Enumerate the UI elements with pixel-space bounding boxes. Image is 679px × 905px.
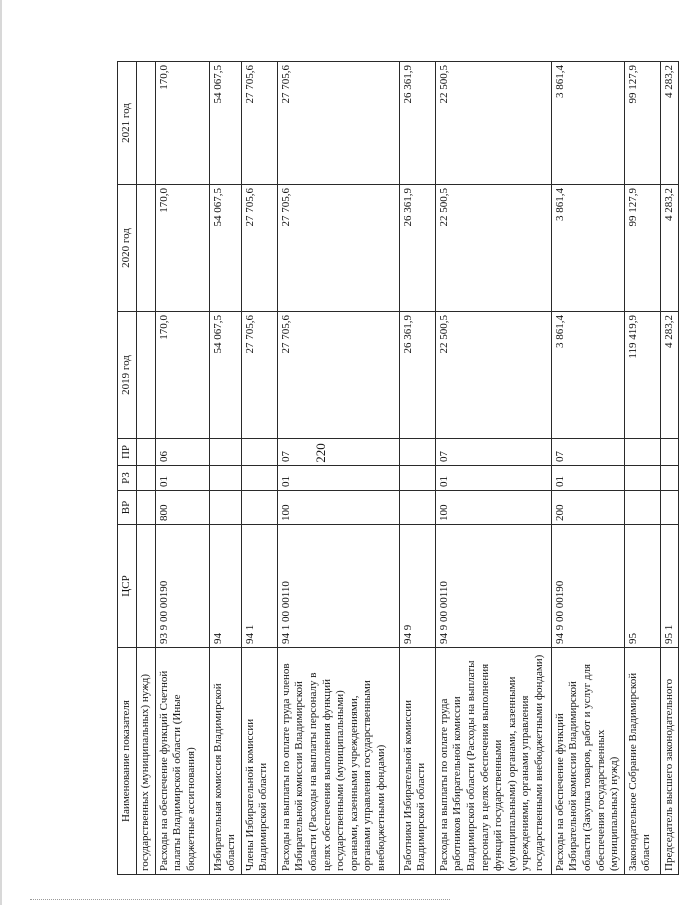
cell-2021 xyxy=(137,62,156,185)
cell-2021: 22 500,5 xyxy=(435,62,551,185)
cell-name: Законодательное Собрание Владимирской области xyxy=(624,648,660,875)
cell-2019: 3 861,4 xyxy=(551,312,624,439)
cell-pr xyxy=(209,439,241,466)
cell-rz xyxy=(660,466,679,491)
cell-rz: 01 xyxy=(277,466,399,491)
budget-table xyxy=(117,61,679,875)
cell-2021: 27 705,6 xyxy=(241,62,277,185)
header-pr: ПР xyxy=(118,439,137,466)
table-row xyxy=(660,62,679,875)
cell-csr: 94 9 00 00110 xyxy=(435,525,551,648)
cell-vr xyxy=(660,491,679,525)
cell-rz xyxy=(241,466,277,491)
cell-csr xyxy=(137,525,156,648)
cell-csr: 94 9 xyxy=(399,525,435,648)
cell-name: Расходы на обеспечение функций Счетной палаты Владимирской области (Иные бюджетные ассигнования) xyxy=(155,648,209,875)
cell-pr: 07 xyxy=(435,439,551,466)
header-2021: 2021 год xyxy=(118,62,137,185)
cell-rz: 01 xyxy=(155,466,209,491)
cell-pr xyxy=(241,439,277,466)
cell-vr xyxy=(209,491,241,525)
cell-2019: 170,0 xyxy=(155,312,209,439)
scan-artifact-dots xyxy=(30,899,450,901)
cell-rz xyxy=(624,466,660,491)
cell-vr xyxy=(399,491,435,525)
cell-csr: 94 1 xyxy=(241,525,277,648)
cell-vr xyxy=(241,491,277,525)
cell-csr: 94 1 00 00110 xyxy=(277,525,399,648)
budget-table-wrapper xyxy=(117,62,675,875)
cell-2020: 170,0 xyxy=(155,185,209,312)
cell-vr xyxy=(137,491,156,525)
header-vr: ВР xyxy=(118,491,137,525)
cell-name: Председатель высшего законодательного xyxy=(660,648,679,875)
cell-name: Работники Избирательной комиссии Владимирской области xyxy=(399,648,435,875)
cell-name: государственных (муниципальных) нужд) xyxy=(137,648,156,875)
table-row xyxy=(551,62,624,875)
cell-2020 xyxy=(137,185,156,312)
cell-csr: 93 9 00 00190 xyxy=(155,525,209,648)
cell-name: Расходы на выплаты по оплате труда работников Избирательной комиссии Владимирской области (Расходы на выплаты персоналу в целях обеспечения выполнения функций государственными (муниципальными) органами, казенными учреждениями, органами управления государственными внебюджетными фондами) xyxy=(435,648,551,875)
cell-2021: 27 705,6 xyxy=(277,62,399,185)
table-row xyxy=(241,62,277,875)
cell-csr: 95 xyxy=(624,525,660,648)
cell-vr: 100 xyxy=(435,491,551,525)
header-2020: 2020 год xyxy=(118,185,137,312)
cell-vr xyxy=(624,491,660,525)
cell-rz xyxy=(209,466,241,491)
table-row xyxy=(277,62,399,875)
cell-2021: 3 861,4 xyxy=(551,62,624,185)
cell-2019: 26 361,9 xyxy=(399,312,435,439)
cell-2019: 4 283,2 xyxy=(660,312,679,439)
cell-vr: 200 xyxy=(551,491,624,525)
cell-rz: 01 xyxy=(435,466,551,491)
cell-2019: 54 067,5 xyxy=(209,312,241,439)
cell-2020: 27 705,6 xyxy=(277,185,399,312)
cell-2020: 22 500,5 xyxy=(435,185,551,312)
cell-2021: 4 283,2 xyxy=(660,62,679,185)
table-row xyxy=(155,62,209,875)
cell-csr: 95 1 xyxy=(660,525,679,648)
cell-2020: 3 861,4 xyxy=(551,185,624,312)
table-row xyxy=(399,62,435,875)
cell-name: Избирательная комиссия Владимирской области xyxy=(209,648,241,875)
cell-2019: 27 705,6 xyxy=(277,312,399,439)
cell-2021: 99 127,9 xyxy=(624,62,660,185)
cell-2019: 22 500,5 xyxy=(435,312,551,439)
table-header-row xyxy=(118,62,137,875)
cell-pr xyxy=(137,439,156,466)
cell-2020: 26 361,9 xyxy=(399,185,435,312)
table-row xyxy=(209,62,241,875)
cell-name: Расходы на выплаты по оплате труда членов Избирательной комиссии Владимирской области (Расходы на выплаты персоналу в целях обеспечения выполнения функций государственными (муниципальными) органами, казенными учреждениями, органами управления государственными внебюджетными фондами) xyxy=(277,648,399,875)
cell-2019: 119 419,9 xyxy=(624,312,660,439)
cell-pr xyxy=(399,439,435,466)
table-row xyxy=(137,62,156,875)
scan-edge xyxy=(0,0,2,905)
header-rz: РЗ xyxy=(118,466,137,491)
cell-csr: 94 9 00 00190 xyxy=(551,525,624,648)
header-csr: ЦСР xyxy=(118,525,137,648)
cell-name: Расходы на обеспечение функций Избирательной комиссии Владимирской области (Закупка товаров, работ и услуг для обеспечения государственных (муниципальных) нужд) xyxy=(551,648,624,875)
cell-vr: 800 xyxy=(155,491,209,525)
rotated-page-content xyxy=(117,62,675,875)
cell-2019 xyxy=(137,312,156,439)
cell-pr xyxy=(624,439,660,466)
cell-csr: 94 xyxy=(209,525,241,648)
cell-pr: 07 xyxy=(551,439,624,466)
cell-2021: 170,0 xyxy=(155,62,209,185)
cell-vr: 100 xyxy=(277,491,399,525)
cell-2020: 4 283,2 xyxy=(660,185,679,312)
cell-pr: 06 xyxy=(155,439,209,466)
cell-2020: 54 067,5 xyxy=(209,185,241,312)
header-name: Наименование показателя xyxy=(118,648,137,875)
cell-2020: 99 127,9 xyxy=(624,185,660,312)
page-number: 220 xyxy=(313,443,328,463)
cell-2021: 54 067,5 xyxy=(209,62,241,185)
cell-pr xyxy=(660,439,679,466)
table-row xyxy=(435,62,551,875)
cell-rz xyxy=(137,466,156,491)
cell-2019: 27 705,6 xyxy=(241,312,277,439)
cell-2020: 27 705,6 xyxy=(241,185,277,312)
cell-2021: 26 361,9 xyxy=(399,62,435,185)
table-row xyxy=(624,62,660,875)
cell-pr: 07 xyxy=(277,439,399,466)
cell-name: Члены Избирательной комиссии Владимирской области xyxy=(241,648,277,875)
cell-rz: 01 xyxy=(551,466,624,491)
header-2019: 2019 год xyxy=(118,312,137,439)
cell-rz xyxy=(399,466,435,491)
